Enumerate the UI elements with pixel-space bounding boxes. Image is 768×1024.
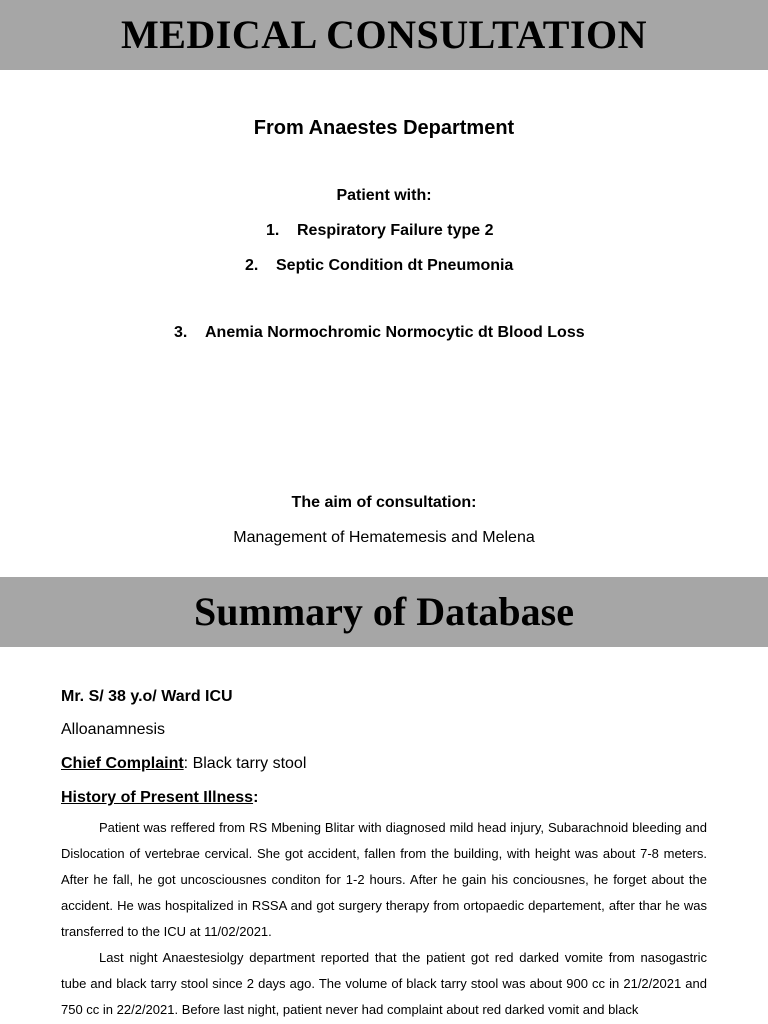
- diagnosis-item: [174, 324, 585, 342]
- diagnosis-number: 2.: [245, 257, 259, 274]
- summary-title-banner: [0, 577, 768, 647]
- hpi-paragraph: Last night Anaestesiolgy department reported that the patient got red darked vomite from nasogastric tube and black tarry stool since 2 days ago. The volume of black tarry stool was about 900 cc in 21/2/2021 and 750 cc in 22/2/2021. Before last night, patient never had complaint about red darked vomit and black: [61, 950, 707, 1017]
- hpi-heading: [61, 789, 258, 807]
- patient-with-label: Patient with:: [336, 187, 432, 204]
- chief-complaint-label: Chief Complaint: [61, 755, 184, 772]
- hpi-label: History of Present Illness: [61, 789, 254, 806]
- summary-title: Summary of Database: [194, 589, 574, 634]
- hpi-paragraph: Patient was reffered from RS Mbening Blitar with diagnosed mild head injury, Subarachnoid bleeding and Dislocation of vertebrae cervical. She got accident, fallen from the building, with height was about 7-8 meters. After he fall, he got uncosciousnes conditon for 1-2 hours. After he gain his conciousnes, he forget about the accident. He was hospitalized in RSSA and got surgery therapy from ortopaedic departement, after thar he was transferred to the ICU at 11/02/2021.: [61, 820, 707, 939]
- consultation-title: MEDICAL CONSULTATION: [120, 12, 648, 57]
- aim-text: Management of Hematemesis and Melena: [233, 529, 535, 546]
- chief-complaint-separator: :: [183, 755, 189, 772]
- department-line: From Anaestes Department: [253, 117, 515, 139]
- chief-complaint-line: [61, 755, 306, 773]
- diagnosis-number: 3.: [174, 324, 188, 341]
- diagnosis-number: 1.: [266, 222, 280, 239]
- chief-complaint-value: Black tarry stool: [188, 755, 307, 772]
- patient-identity: Mr. S/ 38 y.o/ Ward ICU: [61, 688, 233, 705]
- diagnosis-text: Respiratory Failure type 2: [297, 222, 494, 239]
- diagnosis-item: [245, 257, 513, 275]
- diagnosis-item: [266, 222, 494, 240]
- history-type: Alloanamnesis: [61, 721, 166, 738]
- hpi-separator: :: [253, 789, 259, 806]
- consultation-title-banner: [0, 0, 768, 70]
- diagnosis-text: Anemia Normochromic Normocytic dt Blood Loss: [205, 324, 585, 341]
- diagnosis-text: Septic Condition dt Pneumonia: [276, 257, 514, 274]
- aim-label: The aim of consultation:: [291, 494, 477, 511]
